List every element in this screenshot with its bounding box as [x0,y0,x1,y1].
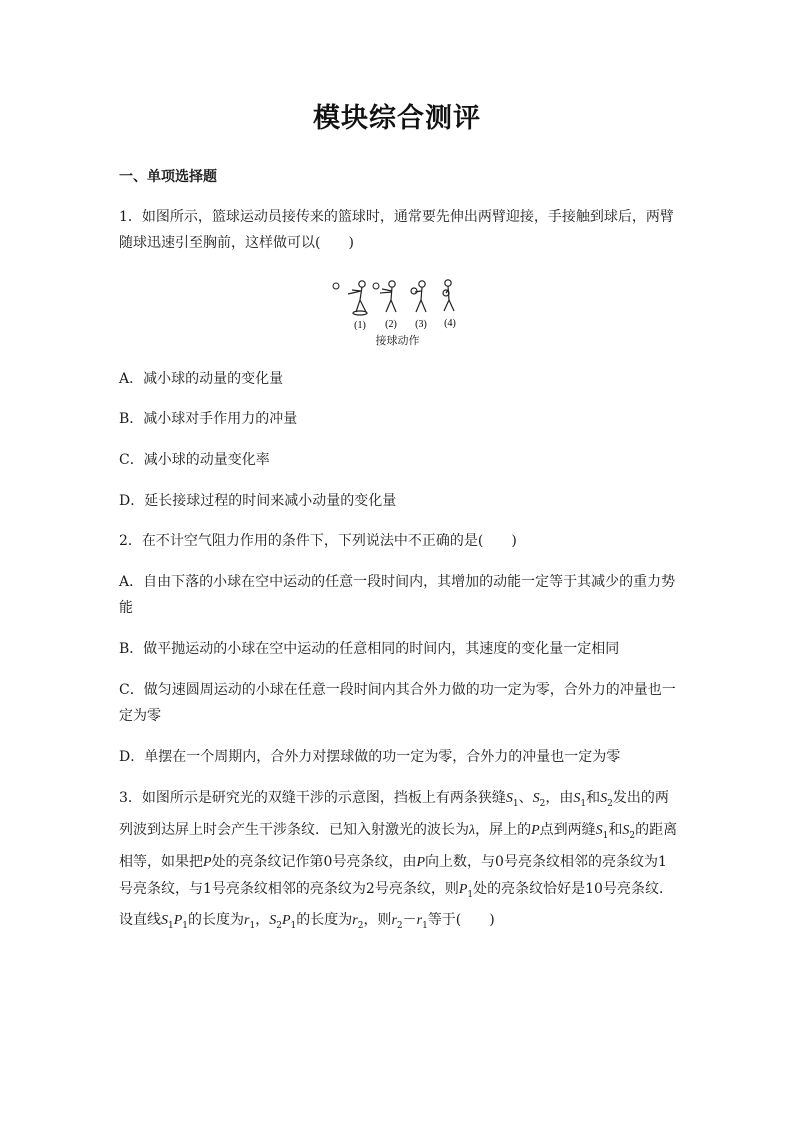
player-figure-1 [348,281,367,315]
player-figure-3 [411,281,426,312]
question-1-stem: 1．如图所示，篮球运动员接传来的篮球时，通常要先伸出两臂迎接，手接触到球后，两臂随球迅速引至胸前，这样做可以( ) [119,209,674,251]
player-figure-2 [380,281,396,312]
player-figure-4 [443,280,454,311]
figure-label-4: (4) [444,318,456,329]
question-2-stem: 2．在不计空气阻力作用的条件下，下列说法中不正确的是( ) [119,533,517,549]
figure-label-1: (1) [354,320,366,331]
question-2-option-d: D．单摆在一个周期内，合外力对摆球做的功一定为零，合外力的冲量也一定为零 [119,749,621,765]
page-title: 模块综合测评 [313,103,481,134]
question-1-option-b: B．减小球对手作用力的冲量 [119,411,298,427]
question-2-option-b: B．做平抛运动的小球在空中运动的任意相同的时间内，其速度的变化量一定相同 [119,641,620,657]
basketball-player-illustration [330,278,465,332]
catch-ball-figure [330,278,465,348]
question-3-stem: 3．如图所示是研究光的双缝干涉的示意图，挡板上有两条狭缝$S_1$、$S_2$，由$S_1$和$S_2$发出的两列波到达屏上时会产生干涉条纹．已知入射激光的波长为λ，屏上的P点到两缝$S_1$和$S_2$的距离相等，如果把P处的亮条纹记作第0号亮条纹，由P向上数，与0号亮条纹相邻的亮条纹为1号亮条纹，与1号亮条纹相邻的亮条纹为2号亮条纹，则$P_1$处的亮条纹恰好是10号亮条纹．设直线$S_1P_1$的长度为$r_1$，$S_2P_1$的长度为$r_2$，则$r_2-r_1$等于( ) [119,790,678,932]
figure-label-2: (2) [385,319,397,330]
section-heading: 一、单项选择题 [119,169,217,185]
question-2-option-c: C．做匀速圆周运动的小球在任意一段时间内其合外力做的功一定为零，合外力的冲量也一定为零 [119,682,676,724]
question-1-option-d: D．延长接球过程的时间来减小动量的变化量 [119,493,397,509]
question-1-option-c: C．减小球的动量变化率 [119,452,270,468]
figure-caption: 接球动作 [375,334,420,347]
question-2-option-a: A．自由下落的小球在空中运动的任意一段时间内，其增加的动能一定等于其减少的重力势能 [119,574,676,616]
figure-label-3: (3) [415,319,427,330]
question-1-option-a: A．减小球的动量的变化量 [119,371,284,387]
